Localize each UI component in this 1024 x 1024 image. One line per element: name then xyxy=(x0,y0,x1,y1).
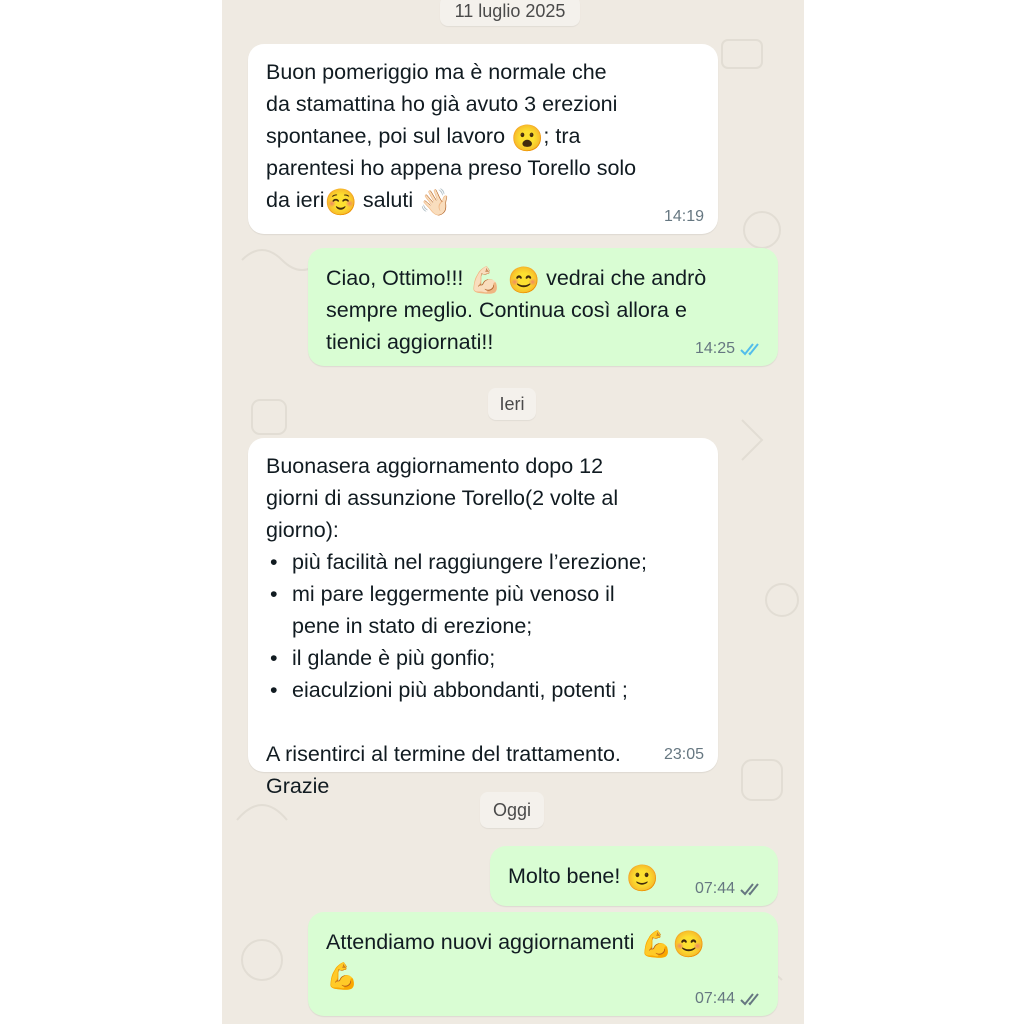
flexed-biceps-icon: 💪🏻 xyxy=(469,265,502,295)
list-item: • eiaculzioni più abbondanti, potenti ; xyxy=(266,674,700,706)
date-separator xyxy=(440,0,580,26)
message-time: 14:19 xyxy=(663,208,704,225)
message-bubble-outgoing[interactable] xyxy=(308,248,778,366)
surprised-face-icon: 😮 xyxy=(511,123,544,153)
message-text-line: Attendiamo nuovi aggiornamenti 💪😊 xyxy=(326,929,706,959)
smiling-face-icon: ☺️ xyxy=(324,187,357,217)
message-text-line: tienici aggiornati!! xyxy=(326,330,494,354)
message-text-line: Buonasera aggiornamento dopo 12 xyxy=(266,454,604,478)
flexed-biceps-icon: 💪 xyxy=(326,961,359,991)
bullet: • xyxy=(270,550,278,574)
waving-hand-icon: 👋🏻 xyxy=(419,187,452,217)
bullet: • xyxy=(270,678,278,702)
message-time: 14:25 xyxy=(694,340,735,357)
bullet: • xyxy=(270,646,278,670)
message-text-line: da stamattina ho già avuto 3 erezioni xyxy=(266,92,618,116)
bullet: • xyxy=(270,582,278,606)
message-bubble-outgoing[interactable] xyxy=(308,912,778,1016)
message-meta xyxy=(664,746,704,764)
message-text-line: A risentirci al termine del trattamento. xyxy=(266,742,621,766)
message-meta xyxy=(695,340,764,358)
date-separator-label: 11 luglio 2025 xyxy=(454,1,566,21)
flexed-biceps-icon: 💪 xyxy=(640,929,673,959)
message-text-line: sempre meglio. Continua così allora e xyxy=(326,298,687,322)
list-item: • più facilità nel raggiungere l’erezione; xyxy=(266,546,700,578)
message-meta xyxy=(664,208,704,226)
message-time: 07:44 xyxy=(694,990,735,1007)
message-time: 23:05 xyxy=(663,746,704,763)
message-time: 07:44 xyxy=(694,880,735,897)
message-meta xyxy=(695,990,764,1008)
message-text-line: Buon pomeriggio ma è normale che xyxy=(266,60,607,84)
smiling-face-icon: 😊 xyxy=(507,265,541,295)
date-separator xyxy=(480,792,544,828)
message-text-line: parentesi ho appena preso Torello solo xyxy=(266,156,637,180)
message-text-line: Ciao, Ottimo!!! 💪🏻 😊 vedrai che andrò xyxy=(326,265,707,295)
chat-area[interactable] xyxy=(222,0,804,1024)
read-ticks-icon xyxy=(740,342,764,356)
message-bubble-incoming[interactable] xyxy=(248,44,718,234)
slightly-smiling-face-icon: 🙂 xyxy=(626,863,659,893)
smiling-face-icon: 😊 xyxy=(672,929,706,959)
delivered-ticks-icon xyxy=(740,992,764,1006)
blank-line xyxy=(266,706,700,738)
message-text-line: giorno): xyxy=(266,518,339,542)
message-text-line xyxy=(326,958,760,990)
message-text-line: Molto bene! 🙂 xyxy=(508,863,659,893)
message-bubble-incoming[interactable] xyxy=(248,438,718,798)
date-separator xyxy=(488,388,536,420)
message-text-line: giorni di assunzione Torello(2 volte al xyxy=(266,486,619,510)
message-text-line: da ieri☺️ saluti 👋🏻 xyxy=(266,187,452,217)
message-text-line: spontanee, poi sul lavoro 😮; tra xyxy=(266,123,581,153)
message-text-line: Grazie xyxy=(266,774,330,798)
date-separator-label: Ieri xyxy=(499,394,525,414)
delivered-ticks-icon xyxy=(740,882,764,896)
message-meta xyxy=(695,880,764,898)
message-bubble-outgoing[interactable] xyxy=(490,846,778,906)
list-item: • il glande è più gonfio; xyxy=(266,642,700,674)
list-item-continuation: pene in stato di erezione; xyxy=(292,614,533,638)
list-item: • mi pare leggermente più venoso il xyxy=(266,578,700,610)
date-separator-label: Oggi xyxy=(492,800,532,820)
